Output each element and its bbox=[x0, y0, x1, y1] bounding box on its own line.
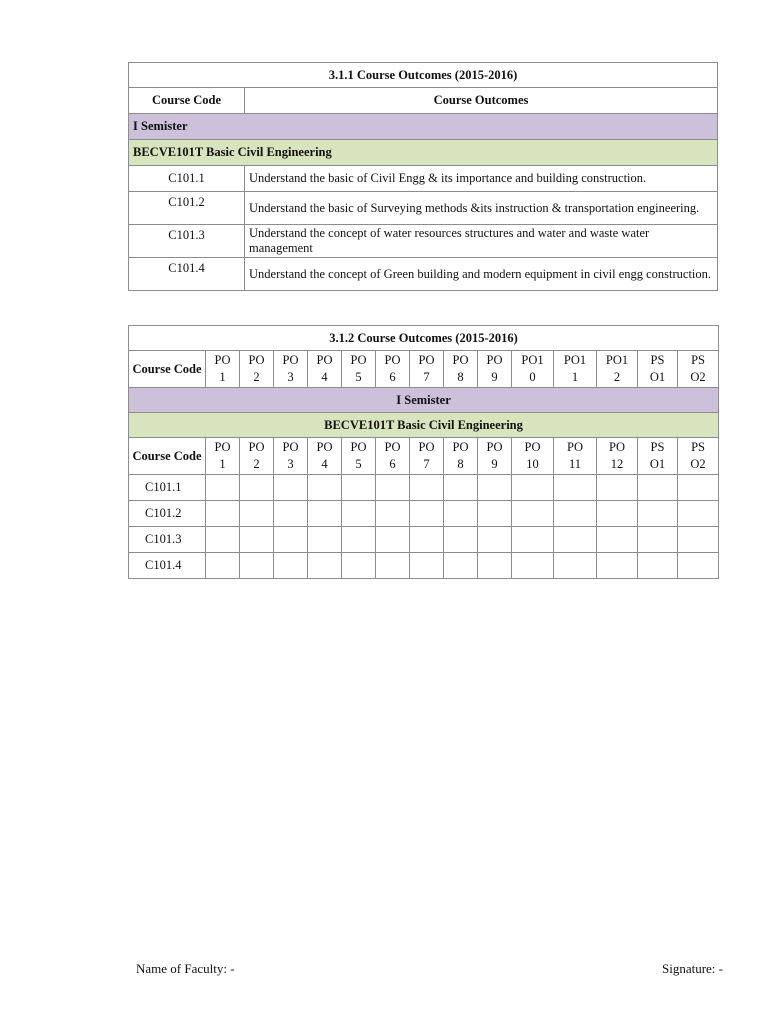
table2-title: 3.1.2 Course Outcomes (2015-2016) bbox=[129, 326, 719, 351]
mapping-cell[interactable] bbox=[410, 475, 444, 501]
po-header-line2: 1 bbox=[219, 370, 226, 384]
mapping-cell[interactable] bbox=[678, 527, 719, 553]
outcome-code: C101.1 bbox=[168, 171, 205, 185]
mapping-cell[interactable] bbox=[554, 475, 597, 501]
po-header-6 bbox=[376, 351, 410, 388]
mapping-cell[interactable] bbox=[206, 475, 240, 501]
po-header-4 bbox=[308, 351, 342, 388]
table-row bbox=[129, 225, 718, 258]
po-header-7 bbox=[410, 438, 444, 475]
mapping-cell[interactable] bbox=[240, 527, 274, 553]
mapping-cell[interactable] bbox=[638, 527, 678, 553]
po-header-11 bbox=[554, 351, 597, 388]
po-header-line2: 11 bbox=[568, 457, 582, 471]
mapping-cell[interactable] bbox=[240, 501, 274, 527]
po-header-8 bbox=[444, 351, 478, 388]
table-row bbox=[129, 501, 719, 527]
mapping-cell[interactable] bbox=[478, 475, 512, 501]
po-header-line1: PO bbox=[567, 440, 583, 454]
po-header-line2: 1 bbox=[219, 457, 226, 471]
mapping-cell[interactable] bbox=[478, 527, 512, 553]
table-row bbox=[129, 192, 718, 225]
po-mapping-table bbox=[128, 325, 719, 579]
mapping-cell[interactable] bbox=[410, 527, 444, 553]
mapping-cell[interactable] bbox=[678, 501, 719, 527]
po-header-line2: 0 bbox=[529, 370, 536, 384]
mapping-cell[interactable] bbox=[478, 553, 512, 579]
mapping-cell[interactable] bbox=[376, 553, 410, 579]
po-header-line1: PO bbox=[316, 440, 333, 454]
mapping-cell[interactable] bbox=[597, 475, 638, 501]
table-row bbox=[129, 475, 719, 501]
po-header-line1: PO bbox=[452, 353, 469, 367]
outcome-code: C101.2 bbox=[168, 194, 205, 209]
po-header-13 bbox=[638, 351, 678, 388]
po-header-10 bbox=[512, 351, 554, 388]
mapping-code: C101.1 bbox=[129, 475, 206, 501]
mapping-code: C101.2 bbox=[129, 501, 206, 527]
po-header-line1: PO bbox=[384, 440, 401, 454]
po-header-line1: PO bbox=[282, 353, 299, 367]
mapping-cell[interactable] bbox=[376, 501, 410, 527]
po-header-line2: 4 bbox=[321, 370, 328, 384]
po-header-line1: PO bbox=[350, 440, 367, 454]
mapping-cell[interactable] bbox=[410, 553, 444, 579]
mapping-cell[interactable] bbox=[206, 501, 240, 527]
mapping-code: C101.4 bbox=[129, 553, 206, 579]
mapping-cell[interactable] bbox=[206, 527, 240, 553]
po-header-2 bbox=[240, 351, 274, 388]
mapping-cell[interactable] bbox=[512, 527, 554, 553]
mapping-cell[interactable] bbox=[308, 527, 342, 553]
mapping-cell[interactable] bbox=[342, 527, 376, 553]
outcome-text: Understand the basic of Civil Engg & its importance and building construction. bbox=[245, 166, 718, 192]
mapping-cell[interactable] bbox=[342, 553, 376, 579]
mapping-cell[interactable] bbox=[376, 527, 410, 553]
po-header-line2: 9 bbox=[491, 370, 498, 384]
po-header-line1: PO bbox=[248, 440, 265, 454]
po-header-line1: PO bbox=[486, 440, 503, 454]
mapping-cell[interactable] bbox=[376, 475, 410, 501]
table2-header-code-repeat: Course Code bbox=[129, 438, 206, 475]
mapping-cell[interactable] bbox=[638, 553, 678, 579]
po-header-line1: PS bbox=[691, 353, 705, 367]
mapping-cell[interactable] bbox=[342, 501, 376, 527]
table-row bbox=[129, 527, 719, 553]
mapping-cell[interactable] bbox=[678, 475, 719, 501]
table1-semester: I Semister bbox=[129, 114, 718, 140]
po-header-line1: PS bbox=[650, 440, 665, 454]
outcome-text: Understand the concept of water resources structures and water and waste water management bbox=[245, 225, 718, 258]
table2-header-code: Course Code bbox=[129, 351, 206, 388]
po-header-line1: PO bbox=[248, 353, 265, 367]
po-header-line1: PO bbox=[282, 440, 299, 454]
po-header-line2: 6 bbox=[389, 457, 396, 471]
po-header-11 bbox=[554, 438, 597, 475]
table1-course: BECVE101T Basic Civil Engineering bbox=[129, 140, 718, 166]
mapping-cell[interactable] bbox=[308, 475, 342, 501]
po-header-line1: PO bbox=[609, 440, 625, 454]
table2-course: BECVE101T Basic Civil Engineering bbox=[129, 413, 719, 438]
mapping-cell[interactable] bbox=[444, 475, 478, 501]
po-header-line2: 7 bbox=[423, 370, 430, 384]
po-header-10 bbox=[512, 438, 554, 475]
po-header-13 bbox=[638, 438, 678, 475]
po-header-line2: O2 bbox=[690, 457, 706, 471]
po-header-14 bbox=[678, 351, 719, 388]
po-header-9 bbox=[478, 351, 512, 388]
mapping-cell[interactable] bbox=[410, 501, 444, 527]
po-header-line1: PO bbox=[350, 353, 367, 367]
mapping-cell[interactable] bbox=[597, 501, 638, 527]
po-header-line1: PO bbox=[214, 440, 231, 454]
po-header-line2: 12 bbox=[610, 457, 624, 471]
outcome-text: Understand the basic of Surveying methods &its instruction & transportation engineering. bbox=[245, 192, 718, 225]
mapping-cell[interactable] bbox=[274, 501, 308, 527]
po-header-3 bbox=[274, 351, 308, 388]
po-header-line2: 2 bbox=[253, 370, 260, 384]
po-header-3 bbox=[274, 438, 308, 475]
mapping-cell[interactable] bbox=[554, 553, 597, 579]
mapping-cell[interactable] bbox=[554, 527, 597, 553]
mapping-cell[interactable] bbox=[512, 501, 554, 527]
po-header-8 bbox=[444, 438, 478, 475]
po-header-line2: 4 bbox=[321, 457, 328, 471]
po-header-line2: 7 bbox=[423, 457, 430, 471]
mapping-cell[interactable] bbox=[444, 553, 478, 579]
mapping-cell[interactable] bbox=[342, 475, 376, 501]
po-header-line1: PO bbox=[316, 353, 333, 367]
table1-title: 3.1.1 Course Outcomes (2015-2016) bbox=[129, 63, 718, 88]
po-header-5 bbox=[342, 438, 376, 475]
mapping-cell[interactable] bbox=[597, 553, 638, 579]
po-header-line1: PO bbox=[418, 440, 435, 454]
mapping-cell[interactable] bbox=[678, 553, 719, 579]
table1-header-outcomes: Course Outcomes bbox=[245, 88, 718, 114]
mapping-cell[interactable] bbox=[274, 527, 308, 553]
po-header-line2: 5 bbox=[355, 457, 362, 471]
table-row bbox=[129, 258, 718, 291]
po-header-6 bbox=[376, 438, 410, 475]
po-header-line2: O2 bbox=[690, 370, 706, 384]
mapping-cell[interactable] bbox=[512, 553, 554, 579]
mapping-cell[interactable] bbox=[638, 501, 678, 527]
mapping-cell[interactable] bbox=[478, 501, 512, 527]
po-header-4 bbox=[308, 438, 342, 475]
mapping-cell[interactable] bbox=[240, 475, 274, 501]
mapping-cell[interactable] bbox=[597, 527, 638, 553]
po-header-5 bbox=[342, 351, 376, 388]
course-outcomes-table bbox=[128, 62, 718, 291]
po-header-line2: 6 bbox=[389, 370, 396, 384]
po-header-line2: 5 bbox=[355, 370, 362, 384]
outcome-code: C101.3 bbox=[168, 227, 205, 242]
po-header-line1: PO bbox=[486, 353, 503, 367]
po-header-line1: PO1 bbox=[605, 353, 629, 367]
po-header-12 bbox=[597, 438, 638, 475]
po-header-line2: O1 bbox=[649, 370, 666, 384]
po-header-line2: 8 bbox=[457, 370, 464, 384]
po-header-line1: PO bbox=[384, 353, 401, 367]
po-header-line1: PO bbox=[452, 440, 469, 454]
table-row bbox=[129, 166, 718, 192]
po-header-line1: PS bbox=[650, 353, 665, 367]
outcome-text: Understand the concept of Green building and modern equipment in civil engg construction. bbox=[245, 258, 718, 291]
po-header-line2: 3 bbox=[287, 370, 294, 384]
mapping-cell[interactable] bbox=[638, 475, 678, 501]
po-header-12 bbox=[597, 351, 638, 388]
po-header-line2: 2 bbox=[613, 370, 621, 384]
po-header-line2: 1 bbox=[571, 370, 579, 384]
po-header-line2: 9 bbox=[491, 457, 498, 471]
table-row bbox=[129, 553, 719, 579]
mapping-cell[interactable] bbox=[444, 527, 478, 553]
po-header-2 bbox=[240, 438, 274, 475]
po-header-14 bbox=[678, 438, 719, 475]
po-header-line1: PO bbox=[214, 353, 231, 367]
mapping-cell[interactable] bbox=[274, 475, 308, 501]
po-header-line2: 2 bbox=[253, 457, 260, 471]
outcome-code: C101.4 bbox=[168, 260, 205, 275]
table2-semester: I Semister bbox=[129, 388, 719, 413]
po-header-line1: PO1 bbox=[521, 353, 544, 367]
po-header-line1: PO1 bbox=[563, 353, 587, 367]
mapping-cell[interactable] bbox=[240, 553, 274, 579]
mapping-cell[interactable] bbox=[308, 553, 342, 579]
po-header-1 bbox=[206, 351, 240, 388]
table1-header-code: Course Code bbox=[129, 88, 245, 114]
mapping-code: C101.3 bbox=[129, 527, 206, 553]
faculty-name-label: Name of Faculty: - bbox=[136, 961, 235, 976]
po-header-line2: 10 bbox=[526, 457, 539, 471]
mapping-cell[interactable] bbox=[308, 501, 342, 527]
po-header-line1: PO bbox=[524, 440, 541, 454]
mapping-cell[interactable] bbox=[274, 553, 308, 579]
po-header-9 bbox=[478, 438, 512, 475]
po-header-line2: O1 bbox=[649, 457, 666, 471]
po-header-line1: PO bbox=[418, 353, 435, 367]
mapping-cell[interactable] bbox=[444, 501, 478, 527]
po-header-1 bbox=[206, 438, 240, 475]
mapping-cell[interactable] bbox=[554, 501, 597, 527]
po-header-line2: 8 bbox=[457, 457, 464, 471]
po-header-line2: 3 bbox=[287, 457, 294, 471]
mapping-cell[interactable] bbox=[512, 475, 554, 501]
po-header-7 bbox=[410, 351, 444, 388]
signature-label: Signature: - bbox=[661, 961, 723, 976]
po-header-line1: PS bbox=[691, 440, 705, 454]
mapping-cell[interactable] bbox=[206, 553, 240, 579]
